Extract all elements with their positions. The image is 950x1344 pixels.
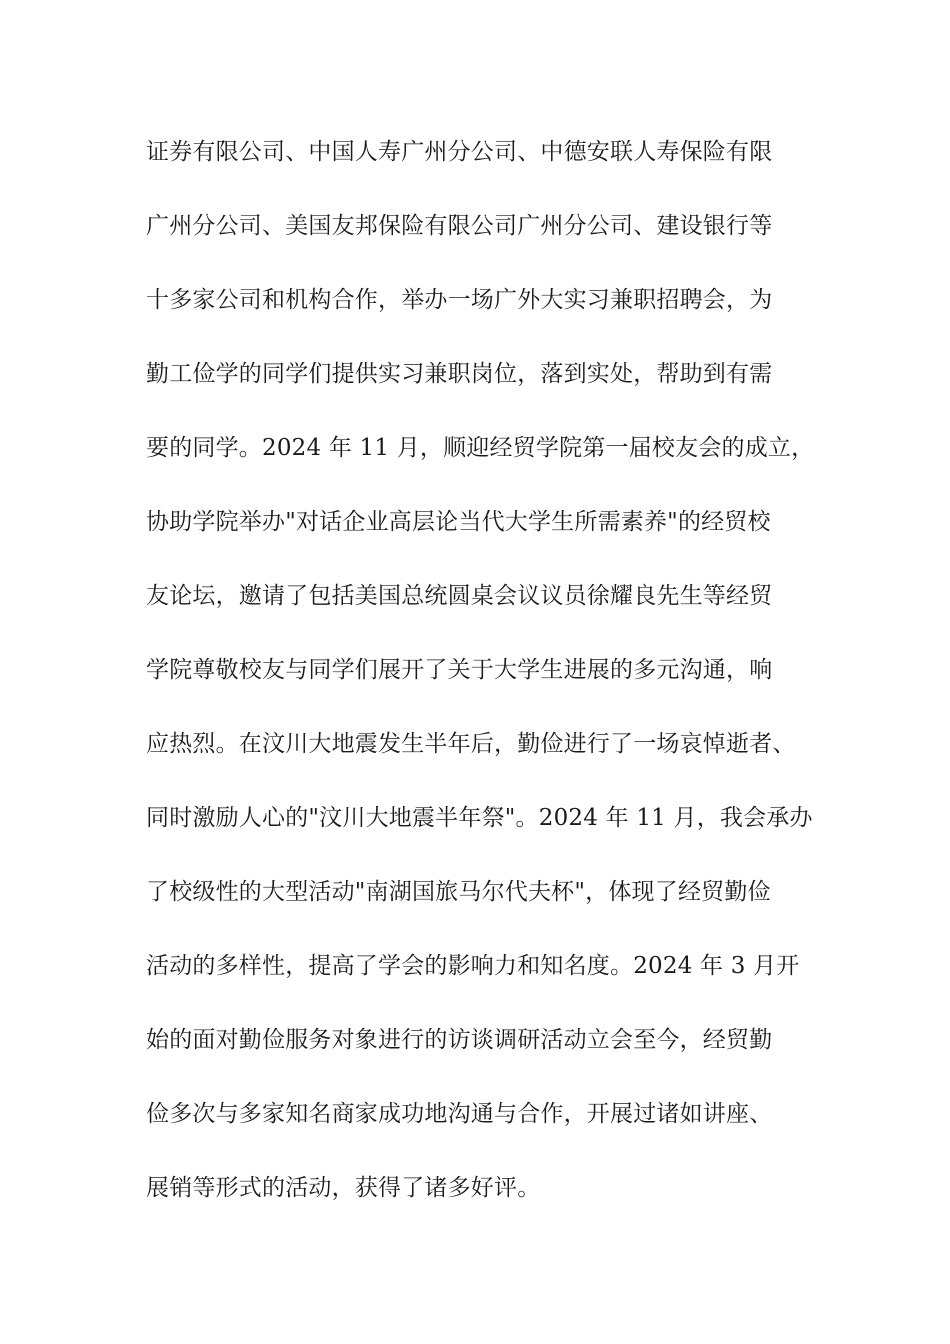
text-line: 十多家公司和机构合作，举办一场广外大实习兼职招聘会，为 (146, 287, 773, 313)
text-line: 同时激励人心的"汶川大地震半年祭"。2024 年 11 月，我会承办 (146, 805, 813, 831)
text-line: 学院尊敬校友与同学们展开了关于大学生进展的多元沟通，响 (146, 657, 773, 683)
text-line: 俭多次与多家知名商家成功地沟通与合作，开展过诸如讲座、 (146, 1101, 773, 1127)
text-line: 活动的多样性，提高了学会的影响力和知名度。2024 年 3 月开 (146, 953, 800, 979)
text-line: 了校级性的大型活动"南湖国旅马尔代夫杯"，体现了经贸勤俭 (146, 879, 771, 905)
text-line: 勤工俭学的同学们提供实习兼职岗位，落到实处，帮助到有需 (146, 361, 773, 387)
text-line: 证券有限公司、中国人寿广州分公司、中德安联人寿保险有限 (146, 139, 773, 165)
text-line: 友论坛，邀请了包括美国总统圆桌会议议员徐耀良先生等经贸 (146, 583, 773, 609)
text-line: 协助学院举办"对话企业高层论当代大学生所需素养"的经贸校 (146, 509, 771, 535)
text-line: 始的面对勤俭服务对象进行的访谈调研活动立会至今，经贸勤 (146, 1027, 773, 1053)
text-line: 展销等形式的活动，获得了诸多好评。 (146, 1175, 541, 1201)
text-line: 广州分公司、美国友邦保险有限公司广州分公司、建设银行等 (146, 213, 773, 239)
text-line: 应热烈。在汶川大地震发生半年后，勤俭进行了一场哀悼逝者、 (146, 731, 796, 757)
text-line: 要的同学。2024 年 11 月，顺迎经贸学院第一届校友会的成立， (146, 435, 815, 461)
